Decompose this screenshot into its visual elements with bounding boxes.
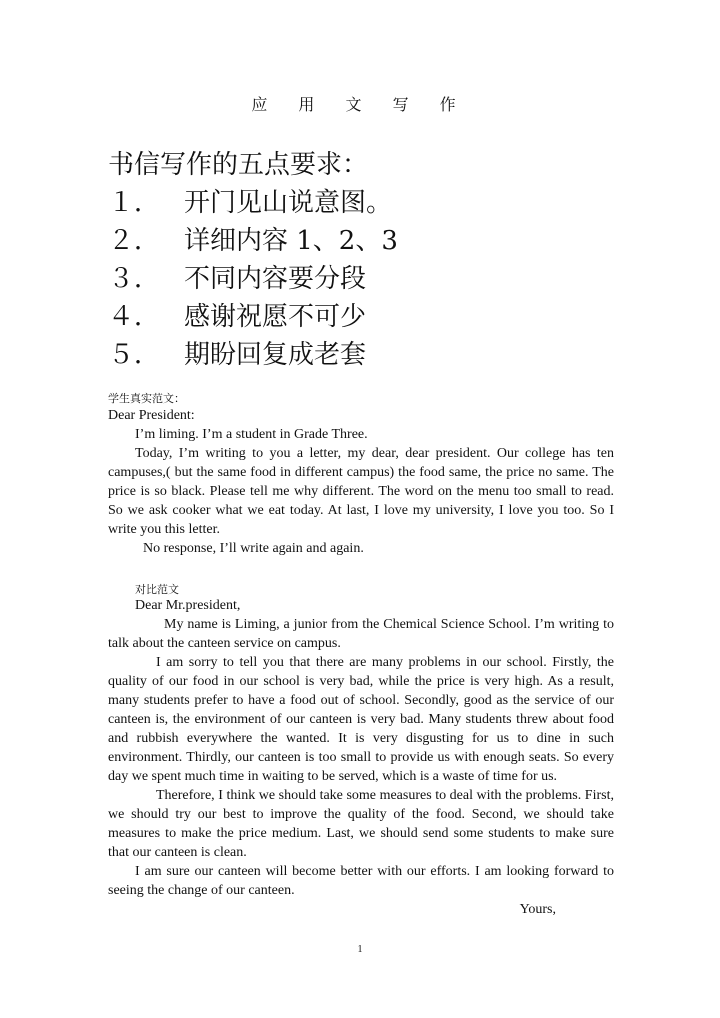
student-letter bbox=[108, 406, 614, 558]
requirement-number: ２． bbox=[108, 226, 161, 256]
comparison-paragraph-3: Therefore, I think we should take some measures to deal with the problems. First, we should try our best to improve the quality of the food. Second, we should take measures to make the price medium. Last, we should send some students to make sure that our canteen is clean. bbox=[108, 788, 614, 860]
student-paragraph-3: No response, I’ll write again and again. bbox=[143, 541, 364, 556]
student-paragraph-2: Today, I’m writing to you a letter, my dear, dear president. Our college has ten campuses,( but the same food in different campus) the food same, the price no same. The price is so black. Please tell me why different. The word on the menu too small to read. So we ask cooker what we eat today. At last, I love my university, I love you too. So I write you this letter. bbox=[108, 446, 614, 537]
student-salutation: Dear President: bbox=[108, 408, 195, 423]
comparison-paragraph-2: I am sorry to tell you that there are many problems in our school. Firstly, the quality of our food in our school is very bad, while the price is very high. As a result, many students prefer to have a food out of school. Secondly, good as the service of our canteen is, the environment of our canteen is very bad. Many students threw about food and rubbish everywhere the wanted. It is very disgusting for us to dine in such environment. Thirdly, our canteen is too small to provide us with enough seats. So every day we spent much time in waiting to be served, which is a waste of time for us. bbox=[108, 655, 614, 784]
requirement-text: 期盼回复成老套 bbox=[184, 340, 367, 370]
requirement-item bbox=[108, 222, 398, 260]
requirement-item bbox=[108, 336, 366, 374]
requirement-item bbox=[108, 298, 366, 336]
requirement-text: 不同内容要分段 bbox=[184, 264, 367, 294]
requirement-text: 详细内容 1、2、3 bbox=[184, 226, 398, 256]
requirement-number: ３． bbox=[108, 264, 161, 294]
requirement-number: ４． bbox=[108, 302, 161, 332]
requirement-number: １． bbox=[108, 188, 161, 218]
page-number: 1 bbox=[357, 944, 363, 955]
requirement-text: 开门见山说意图。 bbox=[184, 188, 393, 218]
student-sample-label: 学生真实范文： bbox=[108, 392, 185, 405]
comparison-closing: Yours, bbox=[519, 902, 556, 917]
comparison-paragraph-4: I am sure our canteen will become better with our efforts. I am looking forward to seeing the change of our canteen. bbox=[108, 864, 614, 898]
requirement-item bbox=[108, 260, 366, 298]
comparison-letter bbox=[108, 596, 614, 919]
comparison-salutation: Dear Mr.president, bbox=[135, 598, 241, 613]
page-title: 应 用 文 写 作 bbox=[251, 95, 469, 114]
requirement-number: ５． bbox=[108, 340, 161, 370]
requirement-item bbox=[108, 184, 392, 222]
comparison-paragraph-1: My name is Liming, a junior from the Chemical Science School. I’m writing to talk about the canteen service on campus. bbox=[108, 617, 614, 651]
comparison-sample-label: 对比范文 bbox=[135, 583, 179, 596]
student-paragraph-1: I’m liming. I’m a student in Grade Three. bbox=[135, 427, 368, 442]
requirements-heading: 书信写作的五点要求： bbox=[108, 150, 369, 180]
requirement-text: 感谢祝愿不可少 bbox=[184, 302, 367, 332]
